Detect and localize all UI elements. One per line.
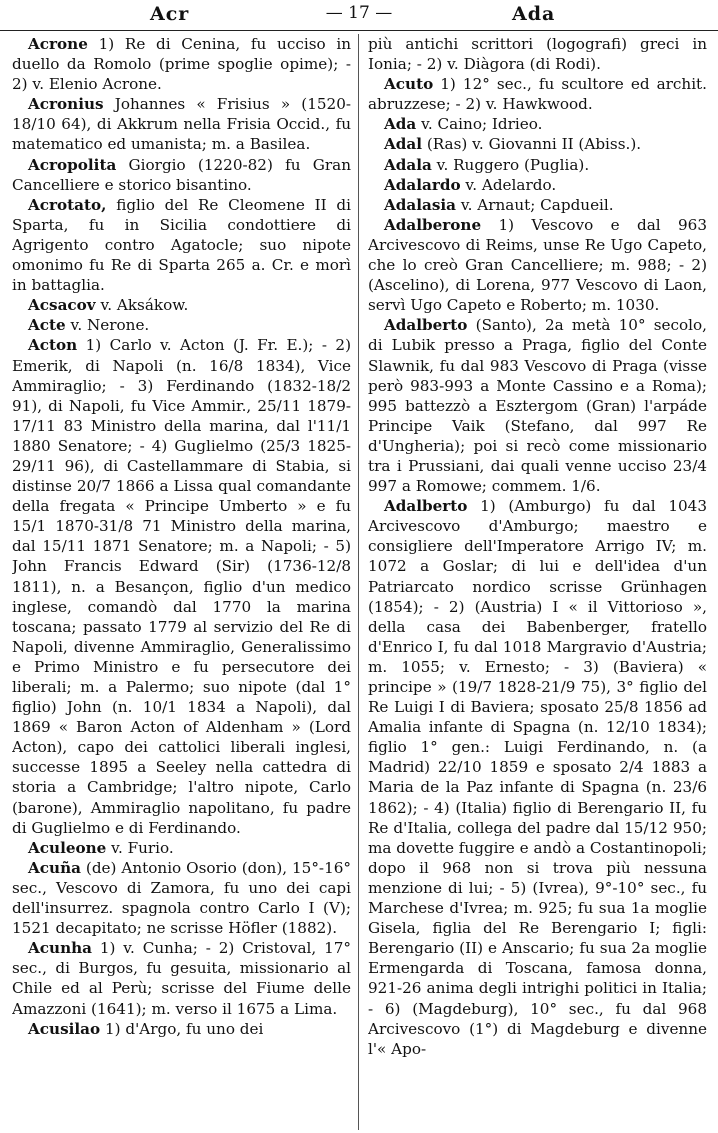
entry-text: 1) d'Argo, fu uno dei [100,1019,264,1038]
entry-text: v. Ruggero (Puglia). [431,155,590,174]
headword: Acronius [28,95,104,114]
entry-text: v. Arnaut; Capdueil. [456,195,614,214]
entry-text: v. Aksákow. [95,296,189,315]
entry-acronius [12,94,351,154]
entry-acton [12,335,351,837]
headword: Adalberone [384,215,482,234]
entry-adalasia [368,195,707,215]
entry-acuna [12,858,351,938]
headword: Acsacov [28,296,96,315]
entry-adalardo [368,175,707,195]
headword: Adalardo [384,175,461,194]
headword: Adalasia [384,195,457,214]
entry-adalberto [368,496,707,1059]
entry-adalberto-santo [368,315,707,496]
headword: Acropolita [28,155,117,174]
left-column [12,34,351,1131]
entry-adal [368,134,707,154]
entry-text: 1) Re di Cenina, fu ucciso in duello da Romolo (prime spoglie opime); - 2) v. Elenio Acrone. [12,35,351,94]
headword: Adalberto [384,316,468,335]
entry-text: (Santo), 2a metà 10° secolo, di Lubik presso a Praga, figlio del Conte Slawnik, fu dal 983 Vescovo di Praga (visse però 983-993 a Monte Cassino e a Roma); 995 battezzò a Esztergom (Gran) l'arpáde Principe Vaik (Stefano, dal 997 Re d'Ungheria); poi si recò come missionario tra i Prussiani, dai quali venne ucciso 23/4 997 a Romowe; commem. 1/6. [368,316,707,496]
headword: Acuto [384,75,434,94]
entry-acrotato [12,195,351,295]
headword: Acusilao [28,1019,101,1038]
headword: Adalberto [384,497,468,516]
entry-acuto [368,74,707,114]
entry-acusilao [12,1019,351,1039]
entry-text: 1) Carlo v. Acton (J. Fr. E.); - 2) Emerik, di Napoli (n. 16/8 1834), Vice Ammiraglio; - 3) Ferdinando (1832-18/2 91), di Napoli, fu Vice Ammir., 25/11 1879-17/11 83 Ministro della marina, dal l'11/1 1880 Senatore; - 4) Guglielmo (25/3 1825-29/11 96), di Castellammare di Stabia, si distinse 20/7 1866 a Lissa qual comandante della fregata « Principe Umberto » e fu 15/1 1870-31/8 71 Ministro della marina, dal 15/11 1871 Senatore; m. a Napoli; - 5) John Francis Edward (Sir) (1736-12/8 1811), n. a Besançon, figlio d'un medico inglese, comandò dal 1770 la marina toscana; passato 1779 al servizio del Re di Napoli, divenne Ammiraglio, Generalissimo e Primo Ministro e fu persecutore dei liberali; m. a Palermo; suo nipote (dal 1° figlio) John (n. 10/1 1834 a Napoli), dal 1869 « Baron Acton of Aldenham » (Lord Acton), capo dei cattolici liberali inglesi, successe 1895 a Seeley nella cattedra di storia a Cambridge; l'altro nipote, Carlo (barone), Ammiraglio napolitano, fu padre di Guglielmo e di Ferdinando. [12,336,351,837]
entry-text: 1) v. Cunha; - 2) Cristoval, 17° sec., di Burgos, fu gesuita, missionario al Chile ed al Perù; scrisse del Fiume delle Amazzoni (1641); m. verso il 1675 a Lima. [12,939,351,1018]
headword: Acte [28,316,66,335]
page-number: — 17 — [325,3,393,23]
entry-text: Giorgio (1220-82) fu Gran Cancelliere e storico bisantino. [12,155,351,194]
headword: Adal [384,135,423,154]
headword: Acrone [28,35,88,53]
headword: Acuña [28,858,81,877]
entry-continuation: più antichi scrittori (logografi) greci in Ionia; - 2) v. Diàgora (di Rodi). [368,35,707,74]
entry-acunha [12,938,351,1018]
entry-text: (de) Antonio Osorio (don), 15°-16° sec., Vescovo di Zamora, fu uno dei capi dell'insurrez. spagnola contro Carlo I (V); 1521 decapitato; ne scrisse Höfler (1882). [12,858,351,938]
running-head-right: Ada [512,3,556,25]
entry-text: Johannes « Frisius » (1520-18/10 64), di Akkrum nella Frisia Occid., fu matematico ed umanista; m. a Basilea. [12,95,351,154]
entry-acropolita [12,155,351,195]
entry-text: v. Caino; Idrieo. [416,115,543,134]
headword: Acton [28,336,78,355]
entry-text: v. Nerone. [65,316,150,335]
entry-text: 1) (Amburgo) fu dal 1043 Arcivescovo d'Amburgo; maestro e consigliere dell'Imperatore Arrigo IV; m. 1072 a Goslar; di lui e dell'idea d'un Patriarcato nordico scrisse Grünhagen (1854); - 2) (Austria) I « il Vittorioso », della casa dei Babenberger, fratello d'Enrico I, fu dal 1018 Margravio d'Austria; m. 1055; v. Ernesto; - 3) (Baviera) « principe » (19/7 1828-21/9 75), 3° figlio del Re Luigi I di Baviera; sposato 25/8 1856 ad Amalia infante di Spagna (n. 12/10 1834); figlio 1° gen.: Luigi Ferdinando, n. (a Madrid) 22/10 1859 e sposato 2/4 1883 a Maria de la Paz infante di Spagna (n. 23/6 1862); - 4) (Italia) figlio di Berengario II, fu Re d'Italia, collega del padre dal 15/12 950; ma dovette fuggire e andò a Costantinopoli; dopo il 968 non si trova più nessuna menzione di lui; - 5) (Ivrea), 9°-10° sec., fu Marchese d'Ivrea; m. 925; fu sua 1a moglie Gisela, figlia del Re Berengario I; figli: Berengario (II) e Anscario; fu sua 2a moglie Ermengarda di Toscana, famosa donna, 921-26 anima degli intrighi politici in Italia; - 6) (Magdeburg), 10° sec., fu dal 968 Arcivescovo (1°) di Magdeburg e divenne l'« Apo- [368,497,707,1058]
entry-adala [368,155,707,175]
entry-text: v. Furio. [106,838,174,857]
headword: Ada [384,115,417,134]
entry-text: v. Adelardo. [460,175,557,194]
entry-adalberone [368,215,707,315]
entry-acrone [12,34,351,94]
entry-text: 1) Vescovo e dal 963 Arcivescovo di Reims, unse Re Ugo Capeto, che lo creò Gran Cancelliere; m. 988; - 2) (Ascelino), di Lorena, 977 Vescovo di Laon, servì Ugo Capeto e Roberto; m. 1030. [368,215,707,315]
entry-text: figlio del Re Cleomene II di Sparta, fu in Sicilia condottiere di Agrigento contro Agatocle; suo nipote omonimo fu Re di Sparta 265 a. Cr. e morì in battaglia. [12,195,351,295]
entry-text: 1) 12° sec., fu scultore ed archit. abruzzese; - 2) v. Hawkwood. [368,75,707,114]
entry-aculeone [12,838,351,858]
running-head-left: Acr [150,3,190,25]
entry-text: (Ras) v. Giovanni II (Abiss.). [422,135,642,154]
entry-acsacov [12,295,351,315]
right-column [368,34,707,1131]
column-divider [358,34,359,1130]
headword: Adala [384,155,432,174]
entry-ada [368,114,707,134]
entry-acte [12,315,351,335]
headword: Acunha [28,939,92,958]
page-header [0,0,718,31]
headword: Acrotato, [28,195,107,214]
headword: Aculeone [28,838,107,857]
